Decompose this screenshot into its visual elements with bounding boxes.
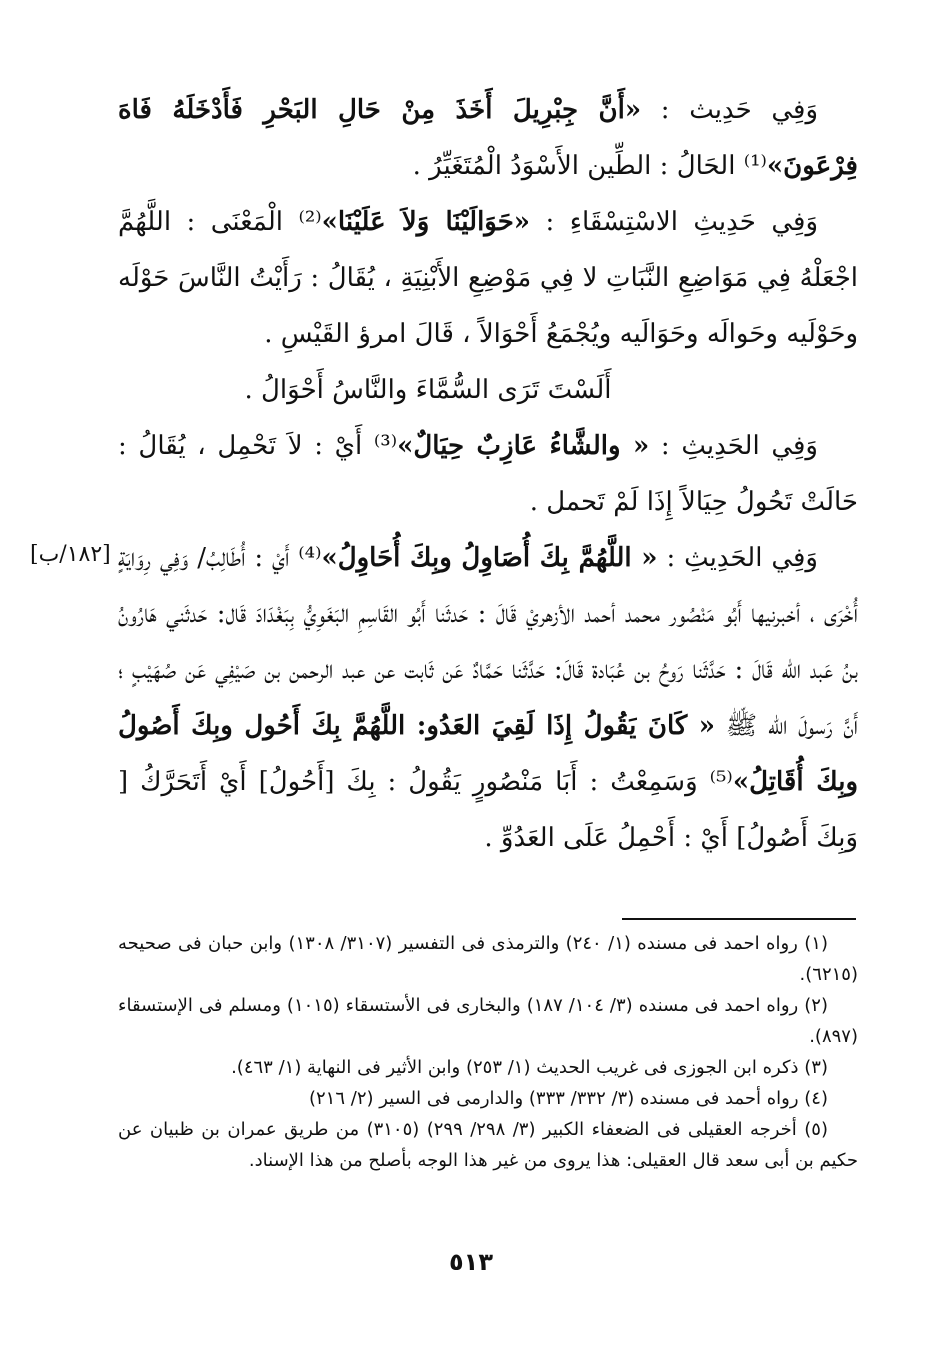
paragraph-text: ⁽²⁾ الْمَعْنَى : اللَّهُمَّ اجْعَلْهُ فِي مَوَاضِعِ النَّبَاتِ لا فِي مَوْضِعِ الأَبْنِيَةِ ، يُقَالُ : رَأَيْتُ النَّاسَ حَوْلَه وحَوْلَيه وحَوالَه وحَوَالَيه ويُجْمَعُ أَحْوَالاً ، قَالَ امرؤ القَيْسِ . — [118, 207, 858, 349]
hadith-quote: «أَنَّ جِبْرِيلَ أَخَذَ مِنْ حَالِ البَحْرِ فَأَدْخَلَهُ فَاهَ فِرْعَونَ» — [118, 95, 858, 181]
footnote-separator — [622, 918, 856, 920]
paragraph-text: ⁽⁵⁾ وَسَمِعْتُ : أَبَا مَنْصُورٍ يَقُولُ : بِكَ [أَحُولُ] أَيْ أَتَحَرَّكُ [ وَبِكَ أَصُولُ] أَيْ : أَحْمِلُ عَلَى العَدُوِّ . — [118, 767, 858, 853]
manuscript-folio-marker: [١٨٢/ب] — [30, 542, 111, 567]
paragraph-1 — [118, 82, 858, 194]
paragraph-text: ⁽¹⁾ الحَالُ : الطِّين الأَسْوَدُ الْمُتَغَيِّرُ . — [412, 151, 767, 181]
footnote-4: (٤) رواه أحمد فى مسنده (٣/ ٣٣٢/ ٣٣٣) والدارمى فى السير (٢/ ٢١٦) — [308, 1088, 828, 1109]
paragraph-text: ⁽⁴⁾ أَيْ : أُطَالِبُ/ وَفِي رِوَايَةٍ أُخْرَى ، أخبرنيها أَبُو مَنْصُور محمد أحمد الأزهريْ قَالَ : حَدثَنا أَبُو القَاسِمِ البَغَوِيُّ بِبَغْدَادَ قَال: حَدثَني هَارُونُ بنُ عَبد الله قَالَ : حَدَّثَنا رَوحُ بن عُبَادة قَالَ: حَدَّثَنا حَمَّادٌ عَن ثَابت عن عبد الرحمن بن صَيْفِي عَن صُهَيْبٍ ؛ أَنَّ رَسولَ الله ﷺ — [118, 543, 858, 741]
paragraph-text: وَفِي حَدِيثِ الاسْتِسْقَاءِ : — [530, 207, 818, 237]
paragraph-text: ⁽³⁾ أَيْ : لاَ تَحْمِل ، يُقَالُ : حَالَتْ تَحُولُ حِيَالاً إِذَا لَمْ تَحمل . — [118, 431, 858, 517]
footnote-1: (١) رواه احمد فى مسنده (١/ ٢٤٠) والترمذى فى التفسير (٣١٠٧/ ١٣٠٨) وابن حبان فى صحيحه (٦٢١٥). — [118, 933, 858, 985]
paragraph-3 — [118, 418, 858, 530]
page-number: ٥١٣ — [449, 1248, 493, 1276]
paragraph-text: وَفِي الحَدِيثِ : — [657, 543, 818, 573]
paragraph-text: وَفِي حَدِيث : — [641, 95, 818, 125]
hadith-quote: « اللَّهُمَّ بِكَ أُصَاوِلُ وبِكَ أُحَاوِلُ» — [321, 543, 658, 573]
hadith-quote: « والشَّاءُ عَازِبٌ حِيَالٌ» — [397, 431, 650, 461]
footnote-5: (٥) أخرجه العقيلى فى الضعفاء الكبير (٣/ ٢٩٨/ ٢٩٩) (٣١٠٥) من طريق عمران بن ظبيان عن حكيم بن أبى سعد قال العقيلى: هذا يروى من غير هذا الوجه بأصلح من هذا الإسناد. — [118, 1119, 858, 1171]
paragraph-4 — [118, 530, 858, 866]
main-text — [118, 82, 858, 866]
hadith-quote: « كَانَ يَقُولُ إِذَا لَقِيَ العَدُو: اللَّهُمَّ بِكَ أَحُول وبِكَ أَصُولُ وبِكَ أُقَاتِلُ» — [118, 711, 859, 797]
poetry-verse: أَلَسْتَ تَرَى السُّمَّاءَ والنَّاسُ أَحْوَالُ . — [244, 375, 612, 405]
footnote-2: (٢) رواه احمد فى مسنده (٣/ ١٠٤/ ١٨٧) والبخارى فى الأستسقاء (١٠١٥) ومسلم فى الإستسقاء (٨٩٧). — [118, 995, 858, 1047]
hadith-quote: «حَوَالَيْنَا وَلاَ عَلَيْنَا» — [321, 207, 531, 237]
paragraph-2 — [118, 194, 858, 362]
footnote-3: (٣) ذكره ابن الجوزى فى غريب الحديث (١/ ٢٥٣) وابن الأثير فى النهاية (١/ ٤٦٣). — [231, 1057, 828, 1078]
footnotes — [118, 928, 858, 1176]
paragraph-text: وَفِي الحَدِيثِ : — [649, 431, 818, 461]
